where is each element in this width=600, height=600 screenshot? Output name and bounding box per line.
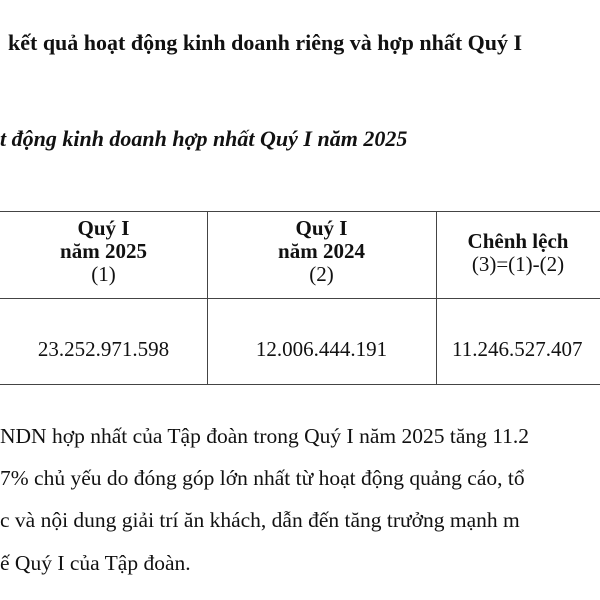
paragraph-line-3: c và nội dung giải trí ăn khách, dẫn đến tăng trưởng mạnh m xyxy=(0,508,520,532)
header-difference-line1: Chênh lệch xyxy=(467,229,569,253)
header-q1-2024 xyxy=(207,217,436,286)
header-q1-2025 xyxy=(0,217,207,286)
header-difference xyxy=(436,230,600,276)
paragraph-line-1: NDN hợp nhất của Tập đoàn trong Quý I năm 2025 tăng 11.2 xyxy=(0,424,530,448)
value-difference: 11.246.527.407 xyxy=(452,337,583,361)
table-top-border xyxy=(0,211,600,212)
value-q1-2024: 12.006.444.191 xyxy=(255,337,388,361)
paragraph-line-4: ế Quý I của Tập đoàn. xyxy=(0,551,191,575)
table-title: t động kinh doanh hợp nhất Quý I năm 2025 xyxy=(0,126,408,151)
header-q1-2025-line3: (1) xyxy=(91,262,116,286)
results-table xyxy=(0,211,600,385)
header-q1-2024-line1: Quý I xyxy=(295,216,348,240)
header-difference-line2: (3)=(1)-(2) xyxy=(471,252,565,276)
table-bottom-border xyxy=(0,384,600,385)
paragraph-line-2: 7% chủ yếu do đóng góp lớn nhất từ hoạt động quảng cáo, tổ xyxy=(0,466,525,490)
header-q1-2024-line3: (2) xyxy=(309,262,334,286)
value-q1-2025: 23.252.971.598 xyxy=(37,337,170,361)
header-q1-2024-line2: năm 2024 xyxy=(278,239,365,263)
table-header-divider xyxy=(0,298,600,299)
header-q1-2025-line1: Quý I xyxy=(77,216,130,240)
section-heading: kết quả hoạt động kinh doanh riêng và hợp nhất Quý I xyxy=(8,30,523,55)
header-q1-2025-line2: năm 2025 xyxy=(60,239,147,263)
